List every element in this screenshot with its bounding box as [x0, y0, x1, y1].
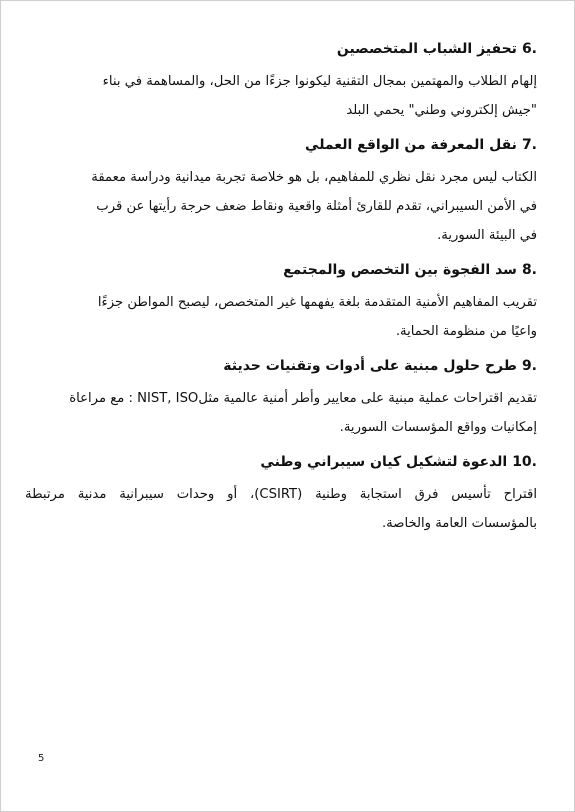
paragraph-line: بالمؤسسات العامة والخاصة. — [381, 516, 537, 531]
section-heading — [25, 35, 537, 63]
section-title: الدعوة لتشكيل كيان سيبراني وطني — [260, 454, 508, 470]
paragraph-line: في الأمن السيبراني، تقدم للقارئ أمثلة واقعية ونقاط ضعف حرجة رأيتها عن قرب — [96, 199, 537, 214]
section-number: 10. — [512, 454, 537, 470]
paragraph-line: تقديم اقتراحات عملية مبنية على معايير وأطر أمنية عالمية مثلNIST, ISO : مع مراعاة — [69, 391, 537, 406]
section-number: 7. — [521, 137, 537, 153]
paragraph-line: اقتراح تأسيس فرق استجابة وطنية (CSIRT)، أو وحدات سيبرانية مدنية مرتبطة — [25, 487, 537, 502]
section-heading — [25, 131, 537, 159]
section-number: 6. — [521, 41, 537, 57]
section-title: طرح حلول مبنية على أدوات وتقنيات حديثة — [223, 358, 517, 374]
section-10 — [25, 448, 537, 538]
paragraph-line: إلهام الطلاب والمهتمين بمجال التقنية ليكونوا جزءًا من الحل، والمساهمة في بناء — [102, 74, 537, 89]
paragraph-line: إمكانيات وواقع المؤسسات السورية. — [339, 420, 537, 435]
paragraph-line: تقريب المفاهيم الأمنية المتقدمة بلغة يفهمها غير المتخصص، ليصبح المواطن جزءًا — [97, 295, 537, 310]
section-8 — [25, 256, 537, 346]
section-title: سد الفجوة بين التخصص والمجتمع — [283, 262, 517, 278]
paragraph-line: في البيئة السورية. — [437, 228, 537, 243]
section-6 — [25, 35, 537, 125]
section-heading — [25, 256, 537, 284]
section-paragraph — [25, 67, 537, 125]
page-number: 5 — [38, 753, 45, 764]
paragraph-line: "جيش إلكتروني وطني" يحمي البلد — [346, 103, 537, 118]
section-title: نقل المعرفة من الواقع العملي — [305, 137, 517, 153]
section-title: تحفيز الشباب المتخصصين — [336, 41, 517, 57]
section-paragraph — [25, 384, 537, 442]
paragraph-line: واعيًا من منظومة الحماية. — [395, 324, 537, 339]
section-heading — [25, 352, 537, 380]
section-9 — [25, 352, 537, 442]
section-paragraph — [25, 163, 537, 250]
section-heading — [25, 448, 537, 476]
page-content — [25, 35, 537, 544]
section-number: 9. — [521, 358, 537, 374]
paragraph-line: الكتاب ليس مجرد نقل نظري للمفاهيم، بل هو خلاصة تجربة ميدانية ودراسة معمقة — [91, 170, 537, 185]
section-7 — [25, 131, 537, 250]
section-number: 8. — [521, 262, 537, 278]
section-paragraph — [25, 288, 537, 346]
section-paragraph — [25, 480, 537, 538]
